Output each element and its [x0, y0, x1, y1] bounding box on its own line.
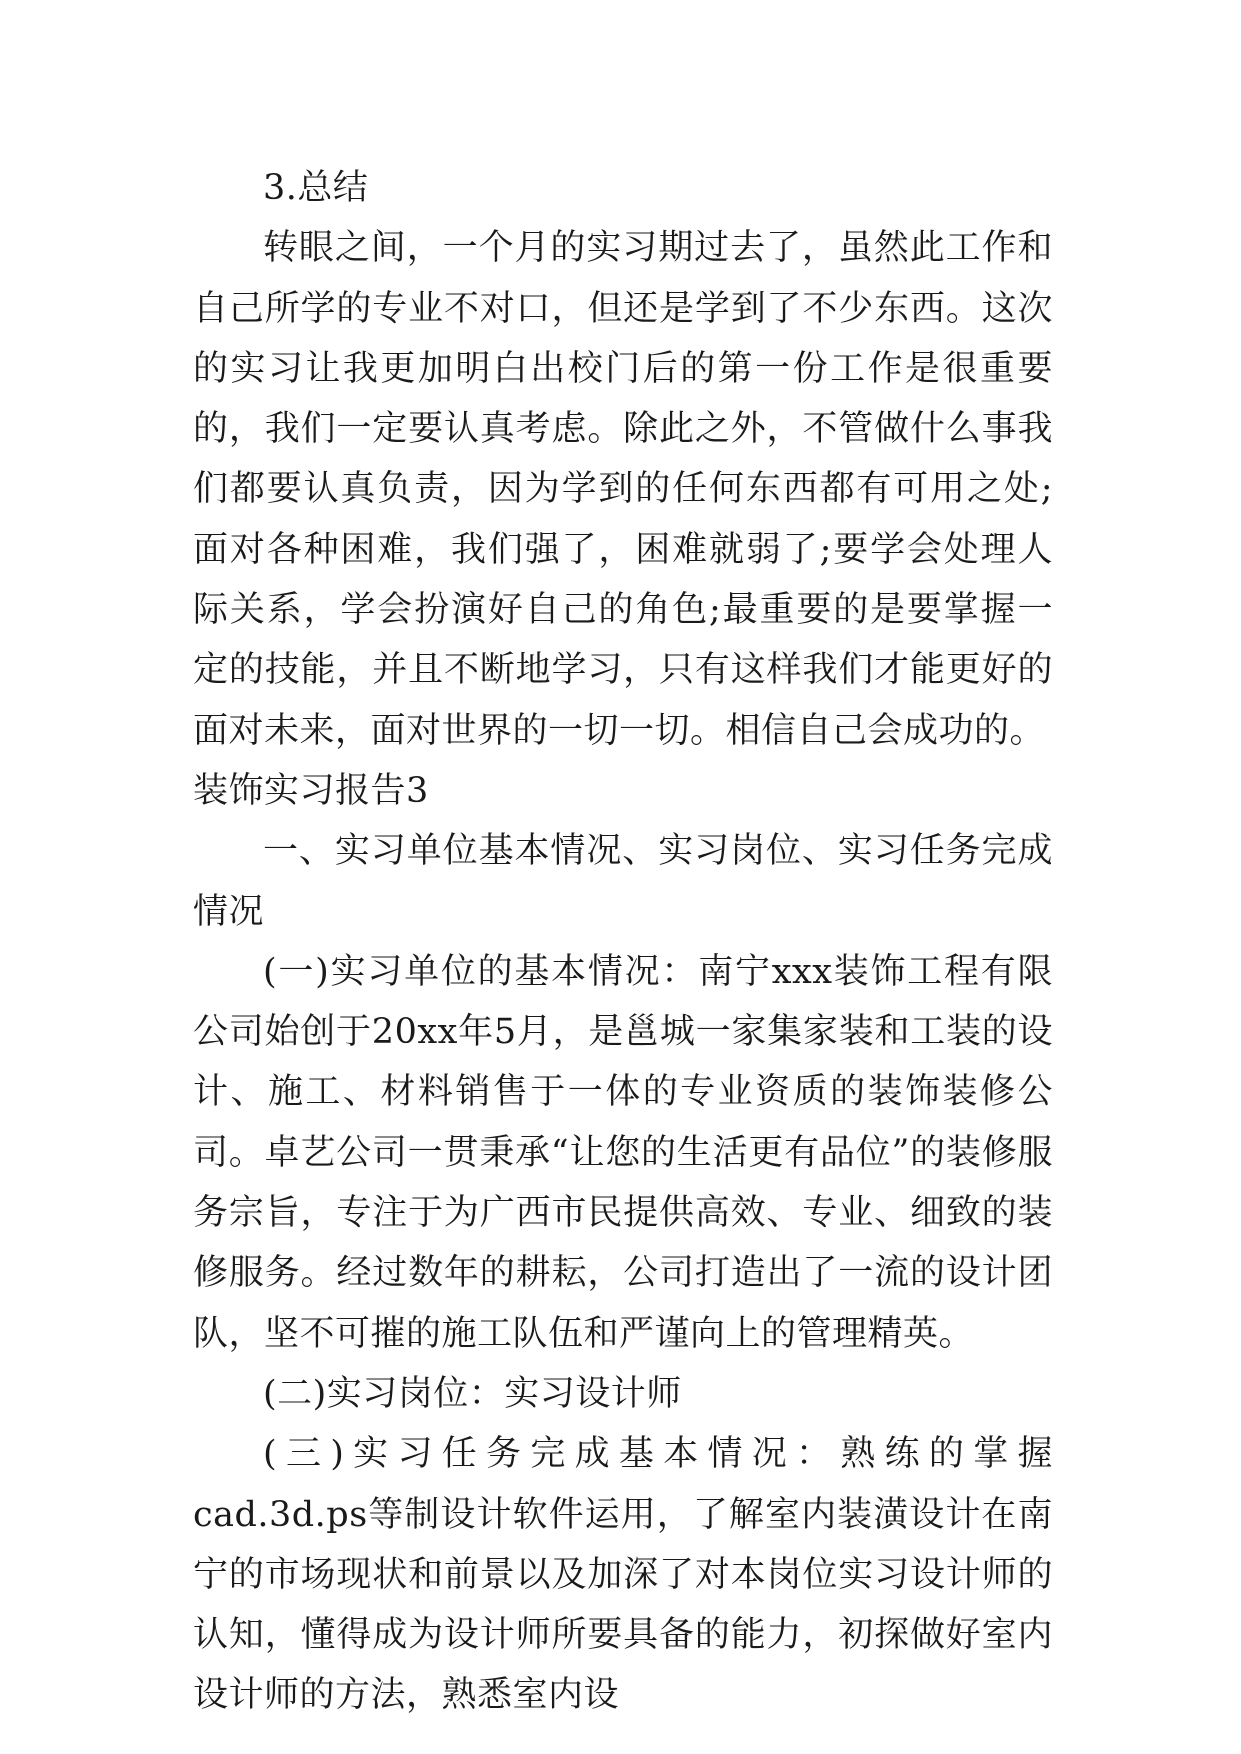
- section-one-heading: 一、实习单位基本情况、实习岗位、实习任务完成情况: [193, 831, 1053, 932]
- unit-basic-info-paragraph: (一)实习单位的基本情况：南宁xxx装饰工程有限公司始创于20xx年5月，是邕城一家集家装和工装的设计、施工、材料销售于一体的专业资质的装饰装修公司。卓艺公司一贯秉承“让您的生活更有品位”的装修服务宗旨，专注于为广西市民提供高效、专业、细致的装修服务。经过数年的耕耘，公司打造出了一流的设计团队，坚不可摧的施工队伍和严谨向上的管理精英。: [193, 951, 1053, 1354]
- position-info-paragraph: (二)实习岗位：实习设计师: [263, 1373, 682, 1414]
- document-body: [193, 158, 1053, 1726]
- report-title: 装饰实习报告3: [193, 770, 429, 811]
- task-info-paragraph: (三)实习任务完成基本情况：熟练的掌握cad.3d.ps等制设计软件运用，了解室内装潢设计在南宁的市场现状和前景以及加深了对本岗位实习设计师的认知，懂得成为设计师所要具备的能力，初探做好室内设计师的方法，熟悉室内设: [193, 1434, 1053, 1716]
- section-summary-title: 3.总结: [263, 168, 369, 208]
- summary-paragraph: 转眼之间，一个月的实习期过去了，虽然此工作和自己所学的专业不对口，但还是学到了不少东西。这次的实习让我更加明白出校门后的第一份工作是很重要的，我们一定要认真考虑。除此之外，不管做什么事我们都要认真负责，因为学到的任何东西都有可用之处;面对各种困难，我们强了，困难就弱了;要学会处理人际关系，学会扮演好自己的角色;最重要的是要掌握一定的技能，并且不断地学习，只有这样我们才能更好的面对未来，面对世界的一切一切。相信自己会成功的。: [193, 228, 1053, 751]
